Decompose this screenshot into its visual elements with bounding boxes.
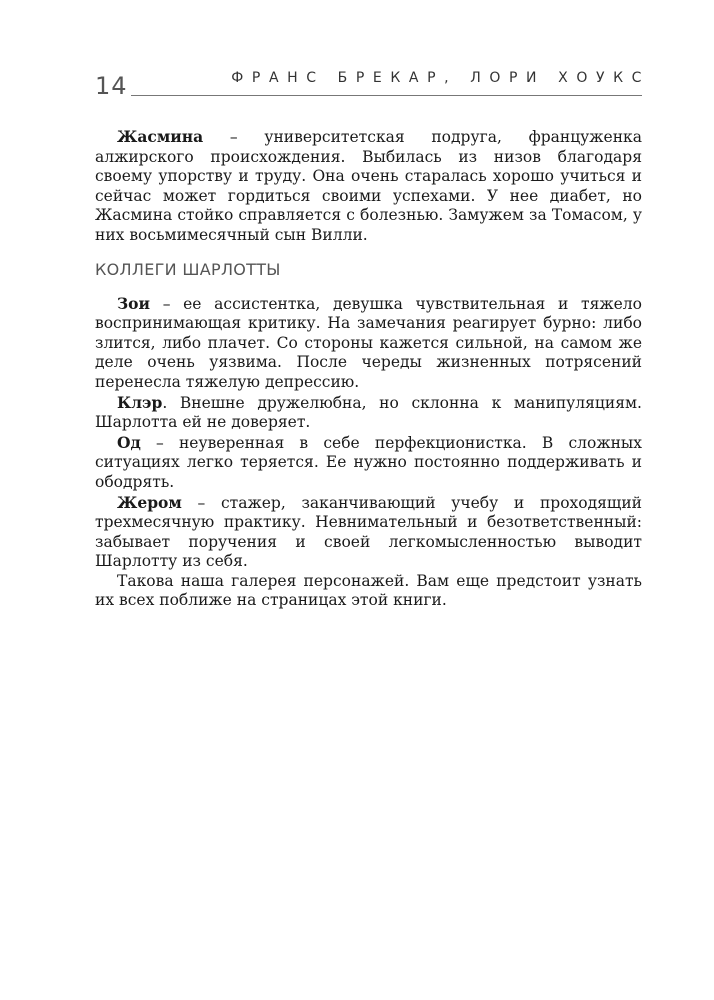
closing-paragraph: Такова наша галерея персонажей. Вам еще предстоит узнать их всех поближе на страницах этой книги. — [95, 571, 642, 610]
character-description: . Внешне дружелюбна, но склонна к манипуляциям. Шарлотта ей не доверяет. — [95, 393, 642, 432]
character-paragraph-jasmina — [95, 127, 642, 246]
header-rule — [131, 95, 642, 96]
section-heading: КОЛЛЕГИ ШАРЛОТТЫ — [95, 259, 281, 279]
character-name: Жером — [117, 492, 182, 512]
character-paragraph-zoi — [95, 294, 642, 393]
character-paragraph-od — [95, 433, 642, 493]
character-description: – неуверенная в себе перфекционистка. В сложных ситуациях легко теряется. Ее нужно постоянно поддерживать и ободрять. — [95, 433, 642, 491]
character-name: Од — [117, 432, 141, 452]
page-number: 14 — [95, 72, 128, 100]
character-name: Клэр — [117, 392, 163, 412]
running-title: ФРАНС БРЕКАР, ЛОРИ ХОУКС — [231, 70, 650, 86]
character-paragraph-claire — [95, 393, 642, 433]
character-description: – стажер, заканчивающий учебу и проходящий трехмесячную практику. Невнимательный и безответственный: забывает поручения и своей легкомысленностью выводит Шарлотту из себя. — [95, 493, 642, 571]
character-paragraph-jerome — [95, 493, 642, 572]
character-description: – ее ассистентка, девушка чувствительная и тяжело воспринимающая критику. На замечания реагирует бурно: либо злится, либо плачет. Со стороны кажется сильной, на самом же деле очень уязвима. После череды жизненных потрясений перенесла тяжелую депрессию. — [95, 294, 642, 391]
character-description: – университетская подруга, француженка алжирского происхождения. Выбилась из низов благодаря своему упорству и труду. Она очень старалась хорошо учиться и сейчас может гордиться своими успехами. У нее диабет, но Жасмина стойко справляется с болезнью. Замужем за Томасом, у них восьмимесячный сын Вилли. — [95, 128, 642, 244]
character-name: Зои — [117, 293, 151, 313]
character-name: Жасмина — [117, 127, 204, 146]
page-header — [95, 70, 650, 100]
body-text — [95, 127, 642, 611]
